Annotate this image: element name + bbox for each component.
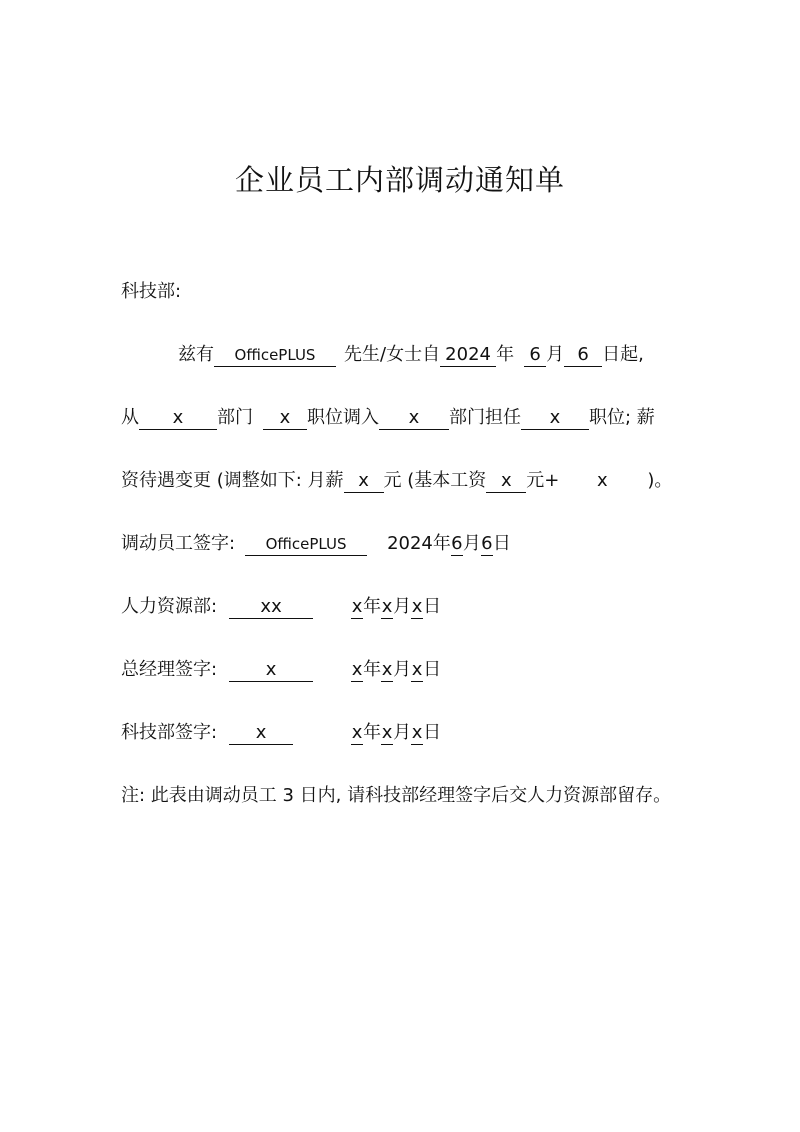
base-salary-field[interactable]: x bbox=[486, 470, 526, 493]
gm-sign-day[interactable]: x bbox=[411, 659, 423, 680]
dept-sign-year-text: 年 bbox=[363, 722, 382, 743]
hr-sign-month[interactable]: x bbox=[381, 596, 393, 617]
gm-sign-year[interactable]: x bbox=[351, 659, 363, 680]
footnote: 注: 此表由调动员工 3 日内, 请科技部经理签字后交人力资源部留存。 bbox=[121, 785, 672, 806]
dept-sign-month-text: 月 bbox=[393, 722, 412, 743]
employee-sign-month[interactable]: 6 bbox=[451, 533, 463, 554]
from-dept-field[interactable]: x bbox=[139, 407, 217, 430]
start-day-field[interactable]: 6 bbox=[564, 344, 602, 367]
gm-sign-year-text: 年 bbox=[363, 659, 382, 680]
hr-sign-year-text: 年 bbox=[363, 596, 382, 617]
gm-sign-label: 总经理签字: bbox=[121, 659, 218, 680]
dept-sign-year[interactable]: x bbox=[351, 722, 363, 743]
employee-sign-field[interactable]: OfficePLUS bbox=[245, 533, 367, 556]
dept-sign-day-text: 日 bbox=[423, 722, 442, 743]
dept-sign-row bbox=[121, 721, 441, 745]
paragraph-2 bbox=[121, 406, 655, 430]
dept-sign-day[interactable]: x bbox=[411, 722, 423, 743]
paragraph-3 bbox=[121, 469, 672, 493]
gm-sign-row bbox=[121, 658, 441, 682]
p2-text-3: 部门担任 bbox=[449, 407, 521, 428]
hr-sign-day-text: 日 bbox=[423, 596, 442, 617]
dept-sign-field[interactable]: x bbox=[229, 722, 293, 745]
salary-field[interactable]: x bbox=[344, 470, 384, 493]
extra-pay-field[interactable]: x bbox=[597, 470, 608, 491]
hr-sign-field[interactable]: xx bbox=[229, 596, 313, 619]
hr-sign-label: 人力资源部: bbox=[121, 596, 218, 617]
p1-prefix: 兹有 bbox=[178, 344, 214, 365]
employee-sign-label: 调动员工签字: bbox=[121, 533, 236, 554]
dept-sign-label: 科技部签字: bbox=[121, 722, 218, 743]
start-month-field[interactable]: 6 bbox=[524, 344, 546, 367]
hr-sign-month-text: 月 bbox=[393, 596, 412, 617]
start-year-field[interactable]: 2024 bbox=[440, 344, 496, 367]
p1-month-text: 月 bbox=[546, 344, 565, 365]
hr-sign-row bbox=[121, 595, 441, 619]
document-title: 企业员工内部调动通知单 bbox=[234, 163, 565, 197]
employee-sign-month-text: 月 bbox=[462, 533, 481, 554]
employee-sign-day[interactable]: 6 bbox=[481, 533, 493, 554]
to-position-field[interactable]: x bbox=[521, 407, 589, 430]
p2-text-1: 部门 bbox=[217, 407, 253, 428]
addressee: 科技部: bbox=[121, 281, 182, 302]
employee-name-field[interactable]: OfficePLUS bbox=[214, 344, 336, 367]
gm-sign-day-text: 日 bbox=[423, 659, 442, 680]
p3-prefix: 资待遇变更 (调整如下: 月薪 bbox=[121, 470, 344, 491]
gm-sign-month-text: 月 bbox=[393, 659, 412, 680]
p3-text-1: 元 (基本工资 bbox=[383, 470, 487, 491]
p3-text-3: )。 bbox=[647, 470, 673, 491]
p1-text: 先生/女士自 bbox=[344, 344, 441, 365]
employee-sign-row bbox=[121, 532, 511, 556]
employee-sign-day-text: 日 bbox=[492, 533, 511, 554]
gm-sign-month[interactable]: x bbox=[381, 659, 393, 680]
to-dept-field[interactable]: x bbox=[379, 407, 449, 430]
p1-day-text: 日起, bbox=[602, 344, 644, 365]
paragraph-1 bbox=[178, 343, 644, 367]
dept-sign-month[interactable]: x bbox=[381, 722, 393, 743]
p2-prefix: 从 bbox=[121, 407, 139, 428]
p2-text-4: 职位; 薪 bbox=[589, 407, 655, 428]
from-position-field[interactable]: x bbox=[263, 407, 307, 430]
p3-text-2: 元+ bbox=[526, 470, 560, 491]
hr-sign-year[interactable]: x bbox=[351, 596, 363, 617]
gm-sign-field[interactable]: x bbox=[229, 659, 313, 682]
employee-sign-year-text: 年 bbox=[432, 533, 451, 554]
hr-sign-day[interactable]: x bbox=[411, 596, 423, 617]
p1-year-text: 年 bbox=[496, 344, 515, 365]
p2-text-2: 职位调入 bbox=[307, 407, 379, 428]
employee-sign-year[interactable]: 2024 bbox=[387, 533, 433, 554]
